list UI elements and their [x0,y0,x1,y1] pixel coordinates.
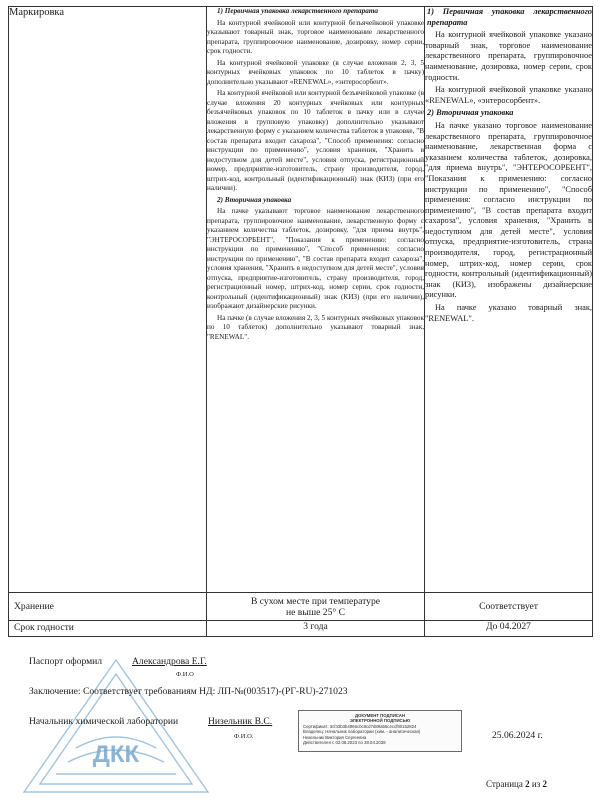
paragraph: На контурной ячейковой или контурной безъячейковой упаковке указывают товарный знак, торговое наименование лекарственного препарата, группировочное наименование, дозировку, номер серии, срок годности. [207,18,424,55]
shelf-life-result: До 04.2027 [425,621,593,637]
paragraph: На контурной ячейковой или контурной безъячейковой упаковке (в случае вложения 20 контурных ячейковых или контурных безъячейковых упаковок по 10 таблеток в пачку или в случае вложения в групповую упаковку) дополнительно указывают лекарственную форму с указанием количества таблеток в упаковке, "В состав препарата входит сахароза", "Способ применения: согласно инструкции по применению", условия хранения, "Хранить в недоступном для детей месте", условия отпуска, регистрационный номер, предприятие-изготовитель, страну производителя, город, штрих-код, контрольный (идентификационный) знак (КИЗ) (при его наличии). [207,89,424,192]
page-of: из [531,779,541,789]
storage-line: В сухом месте при температуре [250,595,381,607]
section-heading: 2) Вторичная упаковка [217,195,292,204]
esign-cert: Сертификат: 3cf43b3b4966c0c8cd7d89a56ceccf80152824 [303,723,417,729]
storage-result: Соответствует [425,593,593,621]
section-heading: 1) Первичная упаковка лекарственного препарата [427,7,592,27]
esign-valid: Действителен с 02.08.2023 по 28.04.2038 [303,740,386,746]
esign-title: ДОКУМЕНТ ПОДПИСАН [355,713,405,718]
shelf-life-requirement: 3 года [207,621,425,637]
paragraph: На пачке указано товарный знак, "RENEWAL". [425,303,592,323]
passport-name: Александрова Е.Г. [132,656,207,667]
section-heading: 1) Первичная упаковка лекарственного препарата [217,7,379,15]
head-name: Низельник В.С. [208,716,273,727]
esign-name: Низельник Виктория Сергеевна [303,734,367,740]
storage-requirement [207,593,425,621]
storage-label: Хранение [9,593,207,621]
page-total: 2 [542,779,547,789]
stamp-text: ДКК [92,741,140,768]
paragraph: На контурной ячейковой упаковке (в случае вложения 2, 3, 5 контурных ячейковых упаковок по 10 таблеток в пачку) дополнительно указывают «RENEWAL», «энтеросорбент». [207,58,424,86]
marking-row [9,7,593,593]
conclusion-text: Заключение: Соответствует требованиям НД: ЛП-№(003517)-(РГ-RU)-271023 [29,686,348,697]
section-heading: 2) Вторичная упаковка [427,108,514,118]
page-prefix: Страница [486,779,523,789]
marking-requirements-cell [207,7,425,593]
electronic-signature-box [298,710,462,752]
paragraph: На пачке указывают торговое наименование лекарственного препарата, группировочное наименование, лекарственную форму с указанием количества таблеток, дозировку, "для приема внутрь", "ЭНТЕРОСОРБЕНТ", "Показания к применению: согласно инструкции по применению", "Способ применения: согласно инструкции по применению", "В состав препарата входит сахароза", условия хранения, "Хранить в недоступном для детей месте", условия отпуска, предприятие-изготовитель, страну производителя, город, регистрационный номер, штрих-код, номер серии, срок годности, контрольный (идентификационный) знак (КИЗ) (при его наличии), изображают дизайнерские рисунки. [207,207,424,310]
paragraph: На контурной ячейковой упаковке указано товарный знак, торговое наименование лекарственного препарата, группировочное наименование, дозировка, номер серии, срок годности. [425,30,592,82]
paragraph: На пачке указано торговое наименование лекарственного препарата, группировочное наименование, лекарственная форма с указанием количества таблеток, дозировка, "для приема внутрь", "ЭНТЕРОСОРБЕНТ", "Показания к применению: согласно инструкции по применению", "Способ применения: согласно инструкции по применению", "В состав препарата входит сахароза", условия хранения, "Хранить в недоступном для детей месте", условия отпуска, предприятие-изготовитель, страна производителя, город, регистрационный номер, штрих-код, номер серии, срок годности, контрольный (идентификационный) знак (КИЗ), изображены дизайнерские рисунки. [425,120,592,300]
page-number [486,779,547,789]
esign-title-2: ЭЛЕКТРОННОЙ ПОДПИСЬЮ [349,718,411,724]
storage-row [9,593,593,621]
page-current: 2 [525,779,530,789]
esign-owner: Владелец: Начальник лаборатории (хим. - аналитическая) [303,729,421,735]
marking-results-cell [425,7,593,593]
passport-label: Паспорт оформил [29,656,103,667]
head-label: Начальник химической лаборатории [29,716,179,727]
shelf-life-label: Срок годности [9,621,207,637]
storage-line: не выше 25° С [285,606,346,618]
marking-label: Маркировка [9,7,207,593]
paragraph: На пачке (в случае вложения 2, 3, 5 контурных ячейковых упаковок по 10 таблеток) дополнительно указывают товарный знак, "RENEWAL". [207,313,424,341]
spec-table [8,6,593,637]
paragraph: На контурной ячейковой упаковке указано «RENEWAL», «энтеросорбент». [425,85,592,105]
fio-caption: Ф.И.О [176,671,194,678]
shelf-life-row [9,621,593,637]
signature-date: 25.06.2024 г. [492,730,543,741]
fio-caption-2: Ф.И.О. [234,733,254,740]
